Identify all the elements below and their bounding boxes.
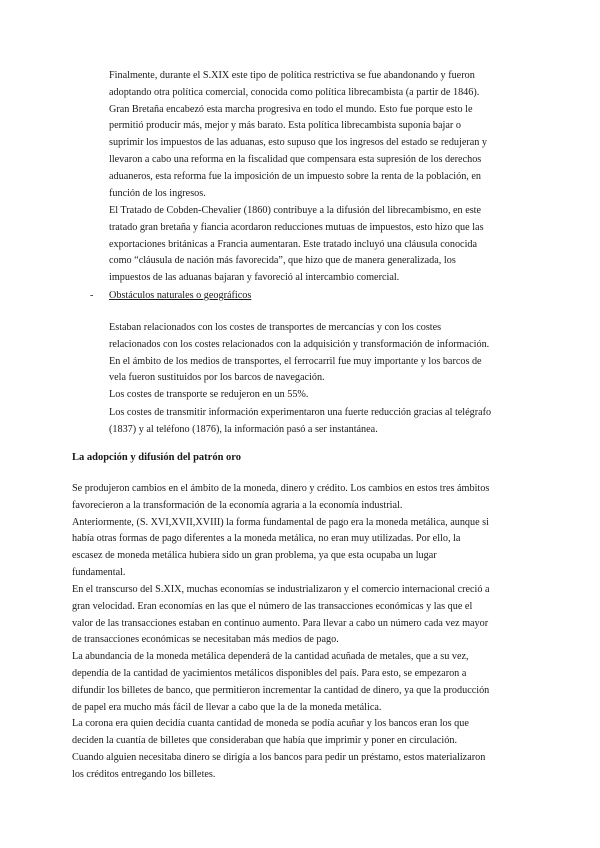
paragraph-siglo-xix <box>72 582 528 784</box>
text-line: Cuando alguien necesitaba dinero se dirigía a los bancos para pedir un préstamo, estos materializaron <box>72 751 486 763</box>
paragraph-telegrafo <box>109 405 529 439</box>
text-line: llevaron a cabo una reforma en la fiscalidad que compensara esta supresión de los derechos <box>109 153 482 165</box>
bullet-marker: - <box>90 290 94 301</box>
text-line: fundamental. <box>72 566 126 578</box>
text-line: Finalmente, durante el S.XIX este tipo de política restrictiva se fue abandonando y fueron <box>109 70 475 81</box>
text-line: valor de las transacciones estaban en continuo aumento. Para llevar a cabo un número cada vez mayor <box>72 617 489 629</box>
text-line: relacionados con los costes relacionados con la adquisición y transformación de información. <box>109 338 490 350</box>
text-line: El Tratado de Cobden-Chevalier (1860) contribuye a la difusión del librecambismo, en este <box>109 205 482 216</box>
text-line: difundir los billetes de banco, que permitieron incrementar la cantidad de dinero, ya que la producción <box>72 684 490 696</box>
text-line: gran velocidad. Eran economías en las que el número de las transacciones económicas y las que el <box>72 600 473 612</box>
text-line: los créditos entregando los billetes. <box>72 768 216 780</box>
text-line: deciden la cuantía de billetes que consideraban que había que imprimir y poner en circulación. <box>72 735 457 747</box>
text-line: vela fueron sustituidos por los barcos de navegación. <box>109 372 325 384</box>
text-line: (1837) y al teléfono (1876), la información pasó a ser instantánea. <box>109 423 378 435</box>
text-line: función de los ingresos. <box>109 187 206 199</box>
text-line: de papel era mucho más fácil de llevar a cabo que la de la moneda metálica. <box>72 701 382 713</box>
text-line: Estaban relacionados con los costes de transportes de mercancías y con los costes <box>109 322 442 333</box>
text-line: permitió producir más, mejor y más barato. Esta política librecambista suponía bajar o <box>109 120 461 132</box>
text-line: aduaneros, esta reforma fue la imposición de un impuesto sobre la renta de la población, en <box>109 170 481 182</box>
text-line: adoptando otra política comercial, conocida como política librecambista (a partir de 1846). <box>109 86 480 98</box>
text-line: había otras formas de pago diferentes a la moneda metálica, no eran muy utilizadas. Por ello, la <box>72 533 461 545</box>
text-line: exportaciones británicas a Francia aumentaran. Este tratado incluyó una cláusula conocida <box>109 238 478 250</box>
text-line: favorecieron a la transformación de la economía agraria a la economía industrial. <box>72 499 403 511</box>
section-heading: La adopción y difusión del patrón oro <box>72 452 242 463</box>
text-line: La abundancia de la moneda metálica dependerá de la cantidad acuñada de metales, que a su vez, <box>72 651 469 663</box>
paragraph-costes-transporte <box>109 320 529 404</box>
text-line: impuestos de las aduanas bajaran y favoreció al intercambio comercial. <box>109 272 400 284</box>
text-line: Anteriormente, (S. XVI,XVII,XVIII) la forma fundamental de pago era la moneda metálica, aunque si <box>72 516 489 528</box>
text-line: En el ámbito de los medios de transportes, el ferrocarril fue muy importante y los barcos de <box>109 355 482 367</box>
text-line: suprimir los impuestos de las aduanas, esto supuso que los ingresos del estado se redujeran y <box>109 137 488 149</box>
text-line: Los costes de transmitir información experimentaron una fuerte reducción gracias al telégrafo <box>109 407 492 418</box>
text-line: escasez de moneda metálica hubiera sido un gran problema, ya que esta ocupaba un lugar <box>72 550 437 562</box>
text-line: La corona era quien decidía cuanta cantidad de moneda se podía acuñar y los bancos eran los que <box>72 718 469 730</box>
text-line: Los costes de transporte se redujeron en un 55%. <box>109 389 309 401</box>
paragraph-cobden-chevalier <box>109 203 529 287</box>
text-line: Se produjeron cambios en el ámbito de la moneda, dinero y crédito. Los cambios en estos tres ámbitos <box>72 483 490 494</box>
paragraph-moneda <box>72 481 528 582</box>
paragraph-librecambismo <box>109 68 529 202</box>
text-line: dependía de la cantidad de yacimientos metálicos disponibles del país. Para esto, se empezaron a <box>72 667 467 679</box>
text-line: tratado gran bretaña y fiancia acordaron reducciones mutuas de impuestos, esto hizo que las <box>109 221 484 233</box>
bullet-title: Obstáculos naturales o geográficos <box>109 290 252 301</box>
text-line: Gran Bretaña encabezó esta marcha progresiva en todo el mundo. Esto fue porque esto le <box>109 103 473 115</box>
text-line: En el transcurso del S.XIX, muchas economías se industrializaron y el comercio internacional creció a <box>72 584 490 595</box>
text-line: de transacciones económicas se necesitaban más medios de pago. <box>72 634 339 646</box>
text-line: como “cláusula de nación más favorecida”, que hizo que de manera generalizada, los <box>109 255 456 267</box>
